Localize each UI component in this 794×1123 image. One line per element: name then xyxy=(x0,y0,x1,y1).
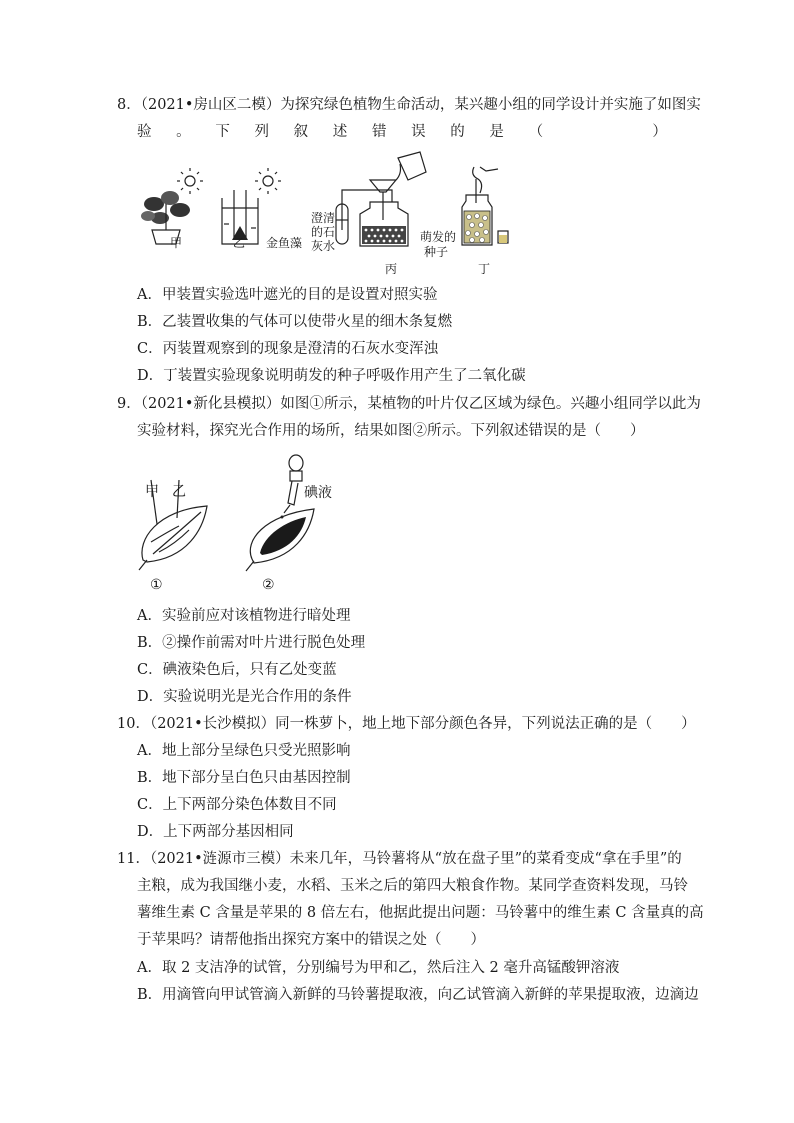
q9-label-yi: 乙 xyxy=(172,484,186,500)
q9-option-a: A．实验前应对该植物进行暗处理 xyxy=(137,608,351,624)
q11-stem-line1: 11．（2021•涟源市三模）未来几年，马铃薯将从“放在盘子里”的菜肴变成“拿在手里”的 xyxy=(117,851,682,867)
q9-figure2-number: ② xyxy=(262,577,275,593)
q11-stem-line2: 主粮，成为我国继小麦，水稻、玉米之后的第四大粮食作物。某同学查资料发现，马铃 xyxy=(137,878,688,894)
q8-char: 叙 xyxy=(293,124,309,140)
q8-stem-line2 xyxy=(137,122,667,142)
q8-option-b: B．乙装置收集的气体可以使带火星的细木条复燃 xyxy=(137,314,453,330)
q9-option-c: C．碘液染色后，只有乙处变蓝 xyxy=(137,662,337,678)
q11-option-a: A．取 2 支洁净的试管，分别编号为甲和乙，然后注入 2 毫升高锰酸钾溶液 xyxy=(137,960,620,976)
q8-label-jia: 甲 xyxy=(170,236,183,250)
dropper-leaf-illustration xyxy=(240,455,320,575)
q8-stem-line1: 8．（2021•房山区二模）为探究绿色植物生命活动，某兴趣小组的同学设计并实施了如图实 xyxy=(117,97,701,113)
q8-label-limewater: 澄清 xyxy=(311,211,336,225)
q10-stem-line1: 10．（2021•长沙模拟）同一株萝卜，地上地下部分颜色各异，下列说法正确的是（ ） xyxy=(117,716,696,732)
q9-stem-line2: 实验材料，探究光合作用的场所，结果如图②所示。下列叙述错误的是（ ） xyxy=(137,423,645,439)
q8-label-ding: 丁 xyxy=(478,262,491,276)
q8-label-bing: 丙 xyxy=(385,262,398,276)
q10-option-a: A．地上部分呈绿色只受光照影响 xyxy=(137,743,351,759)
q8-char: 的 xyxy=(450,124,465,140)
q8-label-jinyuzao: 金鱼藻 xyxy=(266,236,303,250)
q8-option-c: C．丙装置观察到的现象是澄清的石灰水变浑浊 xyxy=(137,341,439,357)
q9-option-d: D．实验说明光是光合作用的条件 xyxy=(137,689,352,705)
q8-char: 述 xyxy=(332,124,348,140)
q8-char: 是 xyxy=(489,124,504,140)
q8-char: 列 xyxy=(254,124,269,140)
q9-stem-line1: 9．（2021•新化县模拟）如图①所示，某植物的叶片仅乙区域为绿色。兴趣小组同学以此为 xyxy=(117,396,701,412)
q8-label-limewater: 的石 xyxy=(311,225,336,239)
q8-char: ） xyxy=(652,124,667,140)
q8-label-sprouting-seeds: 萌发的 xyxy=(420,230,457,244)
q8-char: 误 xyxy=(411,124,426,140)
q11-option-b: B．用滴管向甲试管滴入新鲜的马铃薯提取液，向乙试管滴入新鲜的苹果提取液，边滴边 xyxy=(137,987,699,1003)
q8-option-d: D．丁装置实验现象说明萌发的种子呼吸作用产生了二氧化碳 xyxy=(137,368,526,384)
seed-jar-candle-illustration xyxy=(458,165,518,250)
q8-char: 验 xyxy=(137,124,152,140)
q8-option-a: A．甲装置实验选叶遮光的目的是设置对照实验 xyxy=(137,287,438,303)
q8-char: 。 xyxy=(176,124,191,140)
q9-figure1-number: ① xyxy=(150,577,163,593)
q9-label-jia: 甲 xyxy=(145,484,159,500)
q10-option-c: C．上下两部分染色体数目不同 xyxy=(137,797,337,813)
q9-option-b: B．②操作前需对叶片进行脱色处理 xyxy=(137,635,366,651)
q10-option-b: B．地下部分呈白色只由基因控制 xyxy=(137,770,351,786)
q11-stem-line3: 薯维生素 C 含量是苹果的 8 倍左右，他据此提出问题：马铃薯中的维生素 C 含量真的高 xyxy=(137,905,704,921)
q10-option-d: D．上下两部分基因相同 xyxy=(137,824,294,840)
q8-label-sprouting-seeds: 种子 xyxy=(424,245,449,259)
q8-char: （ xyxy=(528,124,544,140)
q9-label-iodine: 碘液 xyxy=(304,485,332,501)
q8-label-limewater: 灰水 xyxy=(311,239,336,253)
q8-label-yi: 乙 xyxy=(233,236,246,250)
q8-char: 错 xyxy=(371,124,387,140)
q8-char: 下 xyxy=(215,124,230,140)
q11-stem-line4: 于苹果吗？请帮他指出探究方案中的错误之处（ ） xyxy=(137,932,485,948)
